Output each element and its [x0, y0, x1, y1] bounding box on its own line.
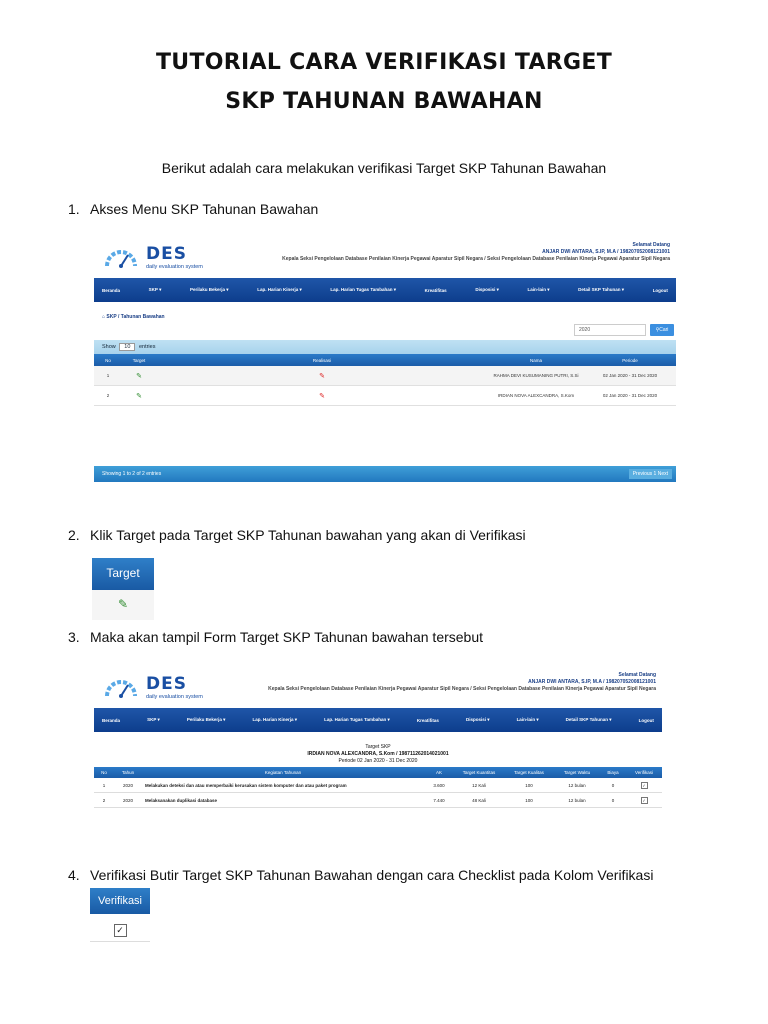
- col-target[interactable]: Target: [122, 354, 156, 366]
- nav-logout[interactable]: Logout: [652, 287, 668, 293]
- user-greeting: Selamat Datang ANJAR DWI ANTARA, S.IP, M.A / 198207052008121001 Kepala Seksi Pengelolaan Database Penilaian Kinerja Pegawai Aparatur Sipil Negara / Seksi Pengelolaan Database Penilaian Kinerja Pegawai Aparatur Sipil Negara: [282, 242, 670, 262]
- nav-lain-lain[interactable]: Lain-lain ▾: [527, 287, 550, 292]
- verifikasi-checkbox[interactable]: ✓: [114, 924, 127, 937]
- year-search-input[interactable]: 2020: [574, 324, 646, 336]
- target-column-crop: [92, 558, 154, 624]
- edit-target-icon[interactable]: ✎: [136, 372, 142, 380]
- nav-skp[interactable]: SKP ▾: [148, 287, 162, 292]
- step-1: 1. Akses Menu SKP Tahunan Bawahan: [68, 201, 319, 217]
- edit-target-icon[interactable]: ✎: [136, 392, 142, 400]
- nav-disposisi[interactable]: Disposisi ▾: [475, 287, 499, 292]
- show-entries-bar: Show 10 entries: [94, 340, 676, 354]
- nav-beranda[interactable]: Beranda: [102, 287, 121, 293]
- col-realisasi[interactable]: Realisasi: [156, 354, 488, 366]
- nav-perilaku[interactable]: Perilaku Bekerja ▾: [190, 287, 229, 292]
- target-header: Target: [92, 558, 154, 590]
- table-row: 1 ✎ ✎ RAHMA DEVI KUSUMANING PUTRI, S.Si 02 Jan 2020 - 31 Dec 2020: [94, 366, 676, 386]
- nav-lap-harian-kinerja[interactable]: Lap. Harian Kinerja ▾: [257, 287, 302, 292]
- col-no[interactable]: No: [94, 354, 122, 366]
- target-form-table: No Tahun Kegiatan Tahunan AK Target Kuantitas Target Kualitas Target Waktu Biaya Verifikasi 1 2020 Melakukan deteksi dan atau memperbaiki kerusakan sistem komputer dan atau paket program 3.600 12 Kali 100 12 bulan 0 ✓ 2 2020 Melaksanakan duplikasi database 7.440 48 Kali 100 12 bulan 0 ✓: [94, 767, 662, 808]
- step-2: 2. Klik Target pada Target SKP Tahunan bawahan yang akan di Verifikasi: [68, 527, 526, 543]
- search-button[interactable]: ⚲Cari: [650, 324, 674, 336]
- doc-title-line2: SKP TAHUNAN BAWAHAN: [225, 89, 543, 114]
- edit-realisasi-icon[interactable]: ✎: [319, 372, 325, 380]
- step-4: 4. Verifikasi Butir Target SKP Tahunan Bawahan dengan cara Checklist pada Kolom Verifikasi: [68, 867, 654, 883]
- table-row: 1 2020 Melakukan deteksi dan atau memperbaiki kerusakan sistem komputer dan atau paket program 3.600 12 Kali 100 12 bulan 0 ✓: [94, 778, 662, 793]
- table-footer: Showing 1 to 2 of 2 entries Previous 1 Next: [94, 466, 676, 482]
- step-3: 3. Maka akan tampil Form Target SKP Tahunan bawahan tersebut: [68, 629, 484, 645]
- nav-lap-harian-tugas[interactable]: Lap. Harian Tugas Tambahan ▾: [330, 287, 396, 292]
- app-logo-sub: daily evaluation system: [146, 264, 203, 270]
- screenshot-skp-tahunan-bawahan: [94, 238, 676, 500]
- col-nama[interactable]: Nama: [488, 354, 584, 366]
- search-icon: ⚲: [655, 327, 660, 333]
- verifikasi-checkbox[interactable]: ✓: [642, 782, 646, 788]
- doc-intro: Berikut adalah cara melakukan verifikasi Target SKP Tahunan Bawahan: [161, 160, 607, 176]
- edit-realisasi-icon[interactable]: ✎: [319, 392, 325, 400]
- verifikasi-header: Verifikasi: [90, 888, 150, 914]
- screenshot-form-target: [94, 668, 662, 828]
- app-logo: DES: [146, 244, 187, 264]
- gauge-logo-icon: [104, 676, 138, 698]
- app-header: DES daily evaluation system Selamat Datang ANJAR DWI ANTARA, S.IP, M.A / 198207052008121001 Kepala Seksi Pengelolaan Database Penilaian Kinerja Pegawai Aparatur Sipil Negara / Seksi Pengelolaan Database Penilaian Kinerja Pegawai Aparatur Sipil Negara: [94, 668, 662, 708]
- gauge-logo-icon: [104, 246, 138, 268]
- skp-bawahan-table: [94, 354, 676, 406]
- app-header: [94, 238, 676, 278]
- edit-target-icon[interactable]: ✎: [117, 597, 129, 611]
- home-icon: ⌂: [102, 314, 107, 320]
- main-nav: [94, 278, 676, 302]
- breadcrumb: ⌂ SKP / Tahunan Bawahan: [102, 314, 165, 320]
- pagination[interactable]: Previous 1 Next: [629, 469, 672, 479]
- col-periode[interactable]: Periode: [584, 354, 676, 366]
- verifikasi-checkbox[interactable]: ✓: [642, 797, 646, 803]
- doc-title-line1: TUTORIAL CARA VERIFIKASI TARGET: [155, 50, 613, 75]
- user-greeting: Selamat Datang ANJAR DWI ANTARA, S.IP, M.A / 198207052008121001 Kepala Seksi Pengelolaan Database Penilaian Kinerja Pegawai Aparatur Sipil Negara / Seksi Pengelolaan Database Penilaian Kinerja Pegawai Aparatur Sipil Negara: [268, 672, 656, 692]
- table-row: 2 2020 Melaksanakan duplikasi database 7.440 48 Kali 100 12 bulan 0 ✓: [94, 793, 662, 808]
- table-row: 2 ✎ ✎ IRDIAN NOVA ALEXCANDRA, S.Kom 02 Jan 2020 - 31 Dec 2020: [94, 386, 676, 406]
- nav-kreatifitas[interactable]: Kreatifitas: [424, 287, 447, 293]
- nav-detail-skp[interactable]: Detail SKP Tahunan ▾: [578, 287, 625, 292]
- form-title-block: Target SKP IRDIAN NOVA ALEXCANDRA, S.Kom / 198711262014021001 Periode 02 Jan 2020 - 31 Dec 2020: [307, 744, 449, 764]
- entries-select[interactable]: 10: [119, 343, 135, 351]
- main-nav: Beranda SKP ▾ Perilaku Bekerja ▾ Lap. Harian Kinerja ▾ Lap. Harian Tugas Tambahan ▾ Kreatifitas Disposisi ▾ Lain-lain ▾ Detail SKP Tahunan ▾ Logout: [94, 708, 662, 732]
- verifikasi-column-crop: [90, 888, 150, 944]
